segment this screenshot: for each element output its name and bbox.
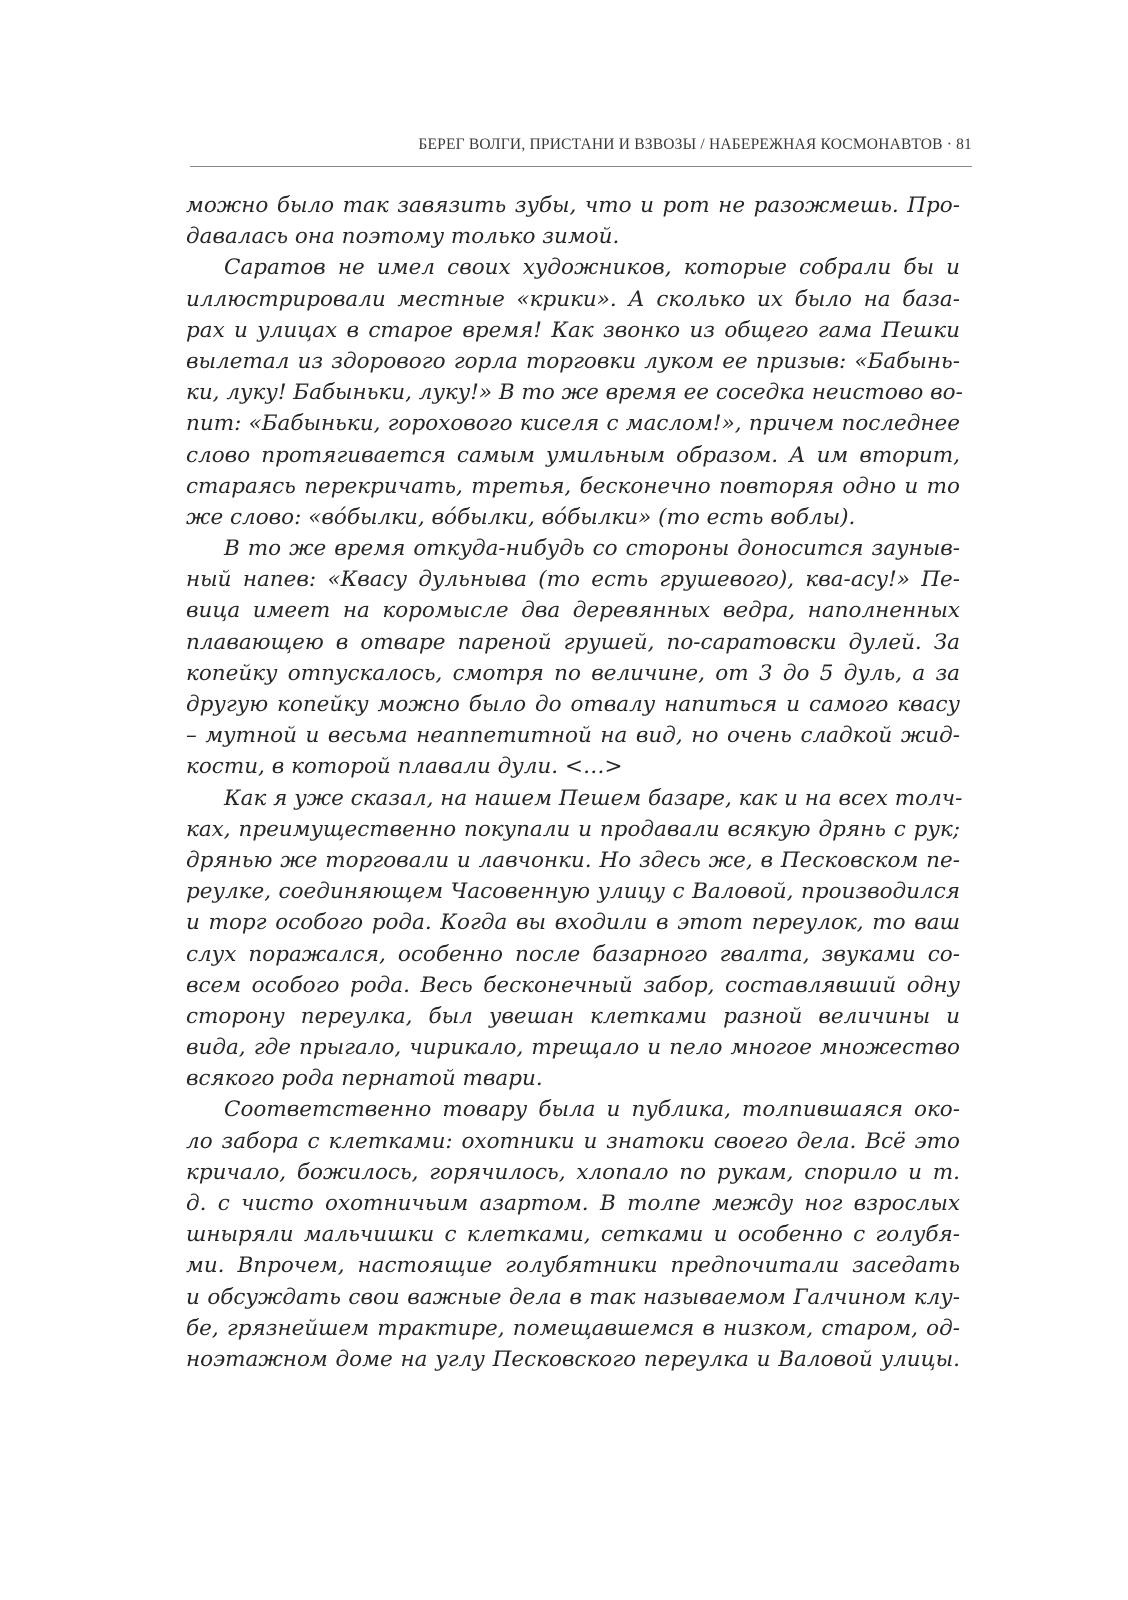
running-header <box>190 136 972 154</box>
text-line: ки, луку! Бабыньки, луку!» В то же время ее соседка неистово во- <box>186 380 963 406</box>
text-line: рах и улицах в старое время! Как звонко из общего гама Пешки <box>186 317 960 343</box>
text-line: иллюстрировали местные «крики». А сколько их было на база- <box>186 286 960 312</box>
paragraph <box>186 190 960 252</box>
text-line: вица имеет на коромысле два деревянных ведра, наполненных <box>186 598 960 624</box>
text-line: д. с чисто охотничьим азартом. В толпе между ног взрослых <box>186 1191 960 1216</box>
text-line: всем особого рода. Весь бесконечный забор, составлявший одну <box>186 972 960 998</box>
text-line: ный напев: «Квасу дульныва (то есть грушевого), ква-асу!» Пе- <box>186 567 960 593</box>
text-line: вида, где прыгало, чирикало, трещало и пело многое множество <box>186 1035 960 1061</box>
page-body <box>186 190 963 1375</box>
text-line: реулке, соединяющем Часовенную улицу с Валовой, производился <box>186 879 960 905</box>
text-line: ло забора с клетками: охотники и знатоки своего дела. Всё это <box>186 1128 960 1154</box>
text-line: и торг особого рода. Когда вы входили в этот переулок, то ваш <box>186 910 960 936</box>
text-line: стараясь перекричать, третья, бесконечно повторяя одно и то <box>186 473 960 499</box>
page-number: 81 <box>956 136 972 153</box>
text-line: копейку отпускалось, смотря по величине, от 3 до 5 дуль, а за <box>186 660 960 686</box>
text-line: ми. Впрочем, настоящие голубятники предпочитали заседать <box>186 1253 960 1279</box>
text-line: Как я уже сказал, на нашем Пешем базаре, как и на всех толч- <box>224 785 963 811</box>
text-line: ноэтажном доме на углу Песковского переулка и Валовой улицы. <box>186 1346 960 1372</box>
text-line: давалась она поэтому только зимой. <box>186 224 620 250</box>
paragraph <box>186 783 963 1095</box>
text-line: Соответственно товару была и публика, толпившаяся око- <box>224 1097 960 1123</box>
text-line: плавающею в отваре пареной грушей, по-саратовски дулей. За <box>186 629 960 655</box>
text-line: же слово: «во́былки, во́былки, во́былки» (то есть воблы). <box>186 504 856 530</box>
text-line: пит: «Бабыньки, горохового киселя с маслом!», причем последнее <box>186 411 960 437</box>
header-separator: · <box>946 136 953 153</box>
text-line: шныряли мальчишки с клетками, сетками и особенно с голубя- <box>186 1222 960 1248</box>
text-line: В то же время откуда-нибудь со стороны доносится зауныв- <box>224 536 960 562</box>
header-rule <box>190 166 972 167</box>
paragraph <box>186 533 960 783</box>
text-line: всякого рода пернатой твари. <box>186 1066 543 1092</box>
text-line: – мутной и весьма неаппетитной на вид, но очень сладкой жид- <box>186 723 960 749</box>
text-line: Саратов не имел своих художников, которые собрали бы и <box>224 255 960 281</box>
text-line: дрянью же торговали и лавчонки. Но здесь же, в Песковском пе- <box>186 847 960 873</box>
text-line: кричало, божилось, горячилось, хлопало по рукам, спорило и т. <box>186 1159 960 1185</box>
text-line: и обсуждать свои важные дела в так называемом Галчином клу- <box>186 1284 960 1310</box>
text-line: кости, в которой плавали дули. <…> <box>186 754 623 780</box>
running-title: БЕРЕГ ВОЛГИ, ПРИСТАНИ И ВЗВОЗЫ / НАБЕРЕЖНАЯ КОСМОНАВТОВ <box>418 136 943 153</box>
text-line: вылетал из здорового горла торговки луком ее призыв: «Бабынь- <box>186 348 960 374</box>
paragraph <box>186 252 963 533</box>
text-line: слух поражался, особенно после базарного гвалта, звуками со- <box>186 941 960 967</box>
text-line: другую копейку можно было до отвалу напиться и самого квасу <box>186 692 960 717</box>
text-line: можно было так завязить зубы, что и рот не разожмешь. Про- <box>186 193 960 218</box>
text-line: бе, грязнейшем трактире, помещавшемся в низком, старом, од- <box>186 1315 960 1341</box>
text-line: слово протягивается самым умильным образом. А им вторит, <box>186 442 960 468</box>
text-line: ках, преимущественно покупали и продавали всякую дрянь с рук; <box>186 816 960 842</box>
paragraph <box>186 1094 960 1375</box>
text-line: сторону переулка, был увешан клетками разной величины и <box>186 1003 960 1029</box>
